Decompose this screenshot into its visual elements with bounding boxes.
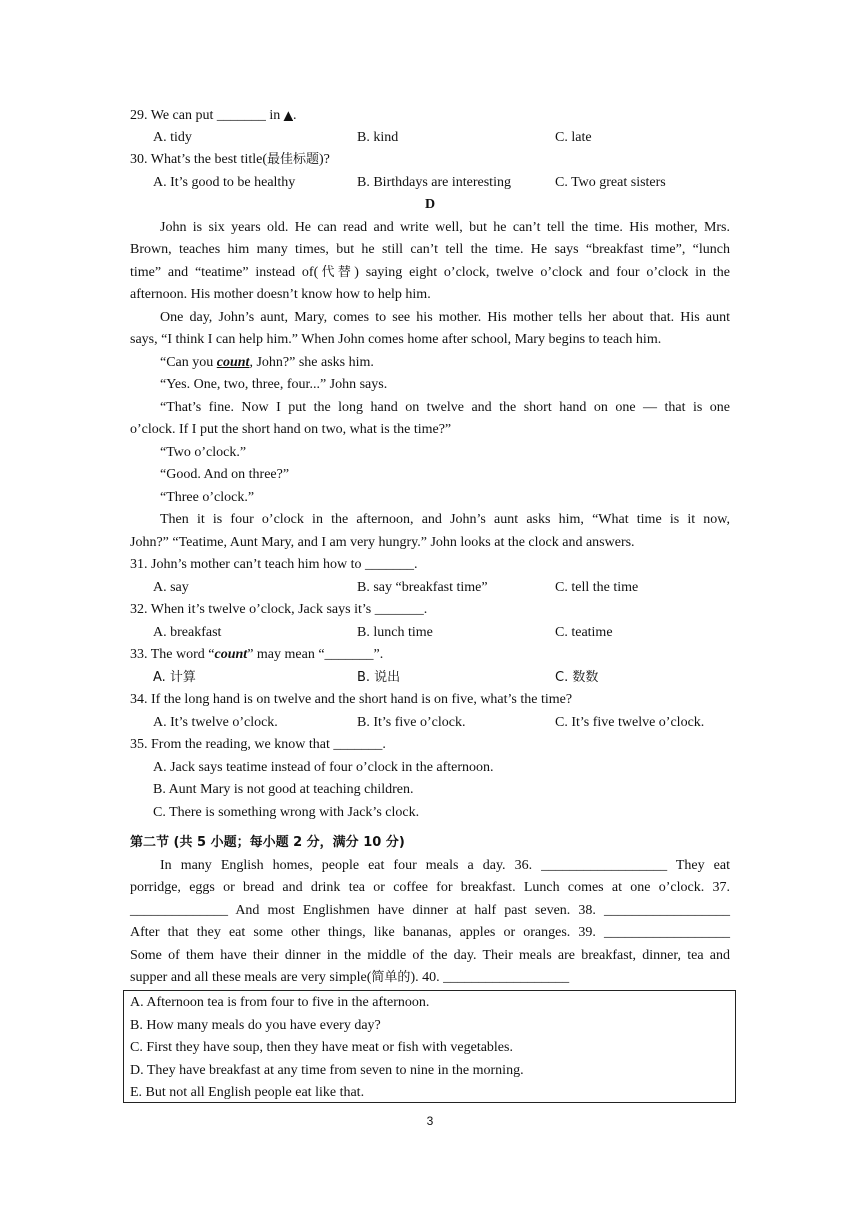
choice-b: B. How many meals do you have every day? — [130, 1017, 381, 1033]
passage-paragraph-1: John is six years old. He can read and write well, but he can’t tell the time. His mother, Mrs. Brown, teaches him many times, but he still can’t tell the time. He says “breakfast time”, “lunch time” and “teatime” instead of(代替) saying eight o’clock, twelve o’clock and four o’clock in the afternoon. His mother doesn’t know how to help him. — [130, 219, 730, 302]
choice-e: E. But not all English people eat like that. — [130, 1085, 365, 1100]
option-b: B. Birthdays are interesting — [357, 174, 511, 190]
choice-a: A. Afternoon tea is from four to five in the afternoon. — [130, 995, 430, 1010]
passage-paragraph-9: Then it is four o’clock in the afternoon, and John’s aunt asks him, “What time is it now, John?” “Teatime, Aunt Mary, and I am very hungry.” John looks at the clock and answers. — [130, 512, 730, 550]
question-32-stem: 32. When it’s twelve o’clock, Jack says it’s _______. — [130, 602, 428, 617]
option-a: A. say — [153, 579, 189, 595]
option-c: C. tell the time — [555, 579, 639, 595]
question-29-options — [130, 127, 730, 150]
passage-paragraph-5: “That’s fine. Now I put the long hand on twelve and the short hand on one — that is one o’clock. If I put the short hand on two, what is the time?” — [130, 399, 730, 437]
keyword-count: count — [214, 647, 248, 662]
choice-c: C. First they have soup, then they have meat or fish with vegetables. — [130, 1040, 513, 1055]
choice-d: D. They have breakfast at any time from seven to nine in the morning. — [130, 1062, 524, 1078]
option-c: C. 数数 — [555, 669, 599, 685]
question-32-options — [130, 622, 730, 645]
keyword-count: count — [216, 354, 250, 370]
passage-heading: D — [424, 197, 436, 212]
option-a: A. Jack says teatime instead of four o’clock in the afternoon. — [153, 759, 494, 775]
page-number: 3 — [426, 1114, 434, 1128]
question-31-stem: 31. John’s mother can’t teach him how to _______. — [130, 557, 418, 572]
passage-paragraph-8: “Three o’clock.” — [160, 489, 255, 505]
option-c: C. There is something wrong with Jack’s clock. — [153, 804, 420, 820]
question-33-stem: 33. The word “count” may mean “_______”. — [130, 647, 384, 662]
option-b: B. say “breakfast time” — [357, 579, 488, 595]
option-a: A. 计算 — [153, 669, 196, 685]
passage-paragraph-2: One day, John’s aunt, Mary, comes to see his mother. His mother tells her about that. His aunt says, “I think I can help him.” When John comes home after school, Mary begins to teach him. — [130, 309, 730, 347]
passage-paragraph-4: “Yes. One, two, three, four...” John says. — [160, 377, 388, 392]
question-35-stem: 35. From the reading, we know that _______. — [130, 737, 386, 752]
option-b: B. kind — [357, 129, 399, 145]
option-c: C. late — [555, 129, 592, 145]
option-c: C. It’s five twelve o’clock. — [555, 714, 705, 730]
passage-paragraph-3: “Can you count, John?” she asks him. — [160, 354, 374, 370]
option-a: A. tidy — [153, 129, 192, 145]
option-a: A. It’s twelve o’clock. — [153, 714, 278, 730]
question-33-options — [130, 667, 730, 690]
question-29-stem: 29. We can put _______ in ▲. — [130, 108, 297, 123]
option-b: B. lunch time — [357, 624, 433, 640]
choices-box — [123, 990, 736, 1103]
question-34-stem: 34. If the long hand is on twelve and the short hand is on five, what’s the time? — [130, 692, 573, 707]
section-2-title: 第二节 (共 5 小题；每小题 2 分，满分 10 分) — [130, 835, 405, 850]
section-2-paragraph: In many English homes, people eat four meals a day. 36. __________________ They eat porridge, eggs or bread and drink tea or coffee for breakfast. Lunch comes at one o’clock. 37. ______________ And most Englishmen have dinner at half past seven. 38. __________________ After that they eat some other things, like bananas, apples or oranges. 39. __________________ Some of them have their dinner in the middle of the day. Their meals are breakfast, dinner, tea and supper and all these meals are very simple(简单的). 40. __________________ — [130, 857, 730, 985]
question-30-options — [130, 172, 730, 195]
option-c: C. teatime — [555, 624, 613, 640]
triangle-marker: ▲ — [283, 108, 293, 122]
option-c: C. Two great sisters — [555, 174, 666, 190]
option-b: B. Aunt Mary is not good at teaching children. — [153, 782, 414, 797]
option-b: B. 说出 — [357, 669, 401, 685]
option-b: B. It’s five o’clock. — [357, 714, 466, 730]
question-31-options — [130, 577, 730, 600]
exam-page — [130, 104, 730, 990]
option-a: A. It’s good to be healthy — [153, 174, 296, 190]
question-34-options — [130, 712, 730, 735]
question-30-stem: 30. What’s the best title(最佳标题)? — [130, 152, 330, 167]
passage-paragraph-7: “Good. And on three?” — [160, 467, 290, 482]
passage-paragraph-6: “Two o’clock.” — [160, 444, 247, 460]
option-a: A. breakfast — [153, 624, 222, 640]
